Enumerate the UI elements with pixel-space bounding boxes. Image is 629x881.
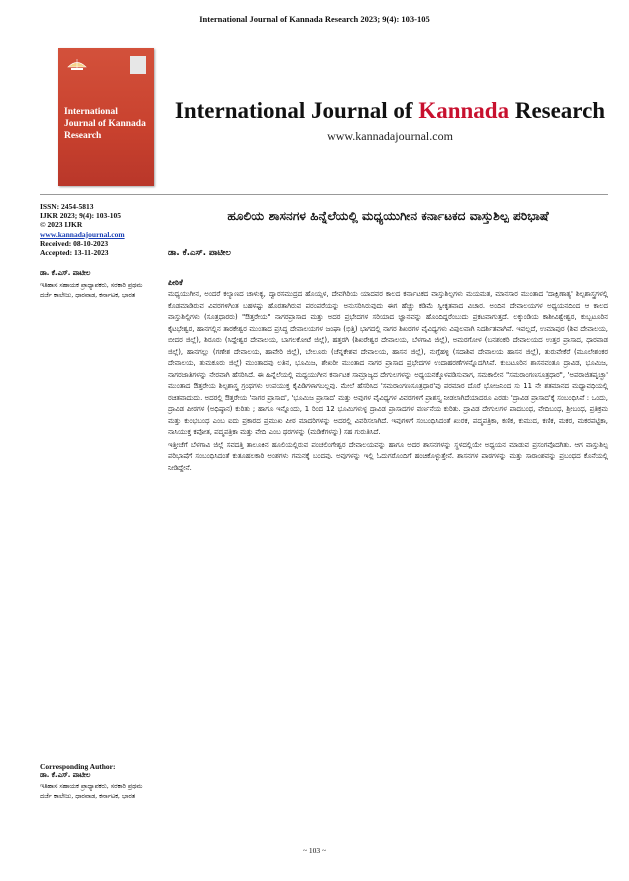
citation: IJKR 2023; 9(4): 103-105 (40, 211, 122, 221)
journal-title-prefix: International Journal of (174, 98, 419, 123)
issn: ISSN: 2454-5813 (40, 202, 94, 211)
paragraph-1: ಮಧ್ಯಯುಗೀನ, ಅಂದರೆ ಕಲ್ಯಾಣದ ಚಾಳುಕ್ಯ, ದ್ವಾರಸಮುದ್ರದ ಹೊಯ್ಸಳ, ದೇವಗಿರಿಯ ಯಾದವರ ಕಾಲದ ಕರ್ನಾಟಕದ ವಾಸ್ತುಶಿಲ್ಪಗಳು ಮಯಮತ, ಮಾನಸಾರ ಮುಂತಾದ 'ದಾಕ್ಷಿಣಾತ್ಯ' ಶಿಲ್ಪಶಾಸ್ತ್ರಗಳಲ್ಲಿ ಕೊಡಮಾಡಿರುವ ವಿವರಗಳಿಗಿಂತ ಬಹಳಷ್ಟು ಹೊರತಾಗಿರುವ ಪರಂಪರೆಯನ್ನು ಅನುಸರಿಸಿರುವುದು ಈಗ ಹೆಚ್ಚು ಕಡಿಮೆ ಸ್ವೀಕೃತವಾದ ವಿಚಾರ. ಅಂದಿನ ದೇವಾಲಯಗಳ ಅಧ್ಯಯನದಿಂದ ಆ ಕಾಲದ ವಾಸ್ತುಶಿಲ್ಪಿಗಳು (ಸೂತ್ರಧಾರರು) "ಔತ್ತರೇಯ" ನಾಗರಪ್ರಾಸಾದ ಮತ್ತು ಅದರ ಪ್ರಭೇದಗಳ ಸರಿಯಾದ ಜ್ಞಾನವನ್ನು ಹೊಂದಿದ್ದರೆಂಬುದು ಪ್ರಕಟವಾಗುತ್ತದೆ. ಲಕ್ಕುಂಡಿಯ ಕಾಶೀವಿಶ್ವೇಶ್ವರ, ಕುಬ್ಬಟೂರಿನ ಕೈಟಭೇಶ್ವರ, ಹಾನಗಲ್ಲಿನ ತಾರಕೇಶ್ವರ ಮುಂತಾದ ಪ್ರಸಿದ್ಧ ದೇವಾಲಯಗಳ ಜಂಘಾ (ಭಿತ್ತಿ) ಭಾಗದಲ್ಲಿ ನಾಗರ ಶಿಖರಗಳ ವೈವಿಧ್ಯಗಳು ವಿಪುಲವಾಗಿ ನಿದರ್ಶಿತವಾಗಿವೆ. ಇವಲ್ಲದೆ, ಉಮಾಪುರ (ಶಿವ ದೇವಾಲಯ, ಬೀದರ ಜಿಲ್ಲೆ), ಶಿರೂರು (ಸಿದ್ದೇಶ್ವರ ದೇವಾಲಯ, ಬಾಗಲಕೋಟೆ ಜಿಲ್ಲೆ), ಹತ್ತರಗಿ (ಶಿಖರೇಶ್ವರ ದೇವಾಲಯ, ಬೆಳಗಾವಿ ಜಿಲ್ಲೆ), ಅಮರಗೋಳ (ಬನಶಂಕರಿ ದೇವಾಲಯದ ಉತ್ತರ ಪ್ರಾಸಾದ, ಧಾರವಾಡ ಜಿಲ್ಲೆ), ಹಾನಗಲ್ಲು (ಗಣೇಶ ದೇವಾಲಯ, ಹಾವೇರಿ ಜಿಲ್ಲೆ), ಬೇಲೂರು (ಚೆನ್ನಕೇಶವ ದೇವಾಲಯ, ಹಾಸನ ಜಿಲ್ಲೆ), ನುಗ್ಗೆಹಳ್ಳಿ (ಸದಾಶಿವ ದೇವಾಲಯ ಹಾಸನ ಜಿಲ್ಲೆ), ತುರುವೇಕೆರೆ (ಮೂಲೇಶಂಕರ ದೇವಾಲಯ, ತುಮಕೂರು ಜಿಲ್ಲೆ) ಮುಂತಾದವು ಲತಿನ, ಭೂಮಿಜ, ಶೇಖರೀ ಮುಂತಾದ ನಾಗರ ಪ್ರಾಸಾದ ಪ್ರಭೇದಗಳ ಉದಾಹರಣೆಗಳನ್ನೊದಗಿಸಿವೆ. ಕುಬಟೂರಿನ ಶಾಸನವಂತೂ ದ್ರಾವಿಡ, ಭೂಮಿಜ, ನಾಗರಜಾತಿಗಳನ್ನು ನೇರವಾಗಿ ಹೆಸರಿಸಿದೆ. ಈ ಹಿನ್ನೆಲೆಯಲ್ಲಿ ಮಧ್ಯಯುಗೀನ ಕರ್ನಾಟಕ ಸಾಮ್ರಾಜ್ಯದ ದೇಗುಲಗಳನ್ನು ಅಧ್ಯಯನಕ್ಕೊಳಪಡಿಸುವಾಗ, ಸಮಕಾಲೀನ "ಸಮರಾಂಗಣಸೂತ್ರಧಾರ", 'ಅಪರಾಜಿತಪೃಚ್ಛಾ' ಮುಂತಾದ ಔತ್ತರೇಯ ಶಿಲ್ಪಶಾಸ್ತ್ರ ಗ್ರಂಥಗಳು ಉಪಯುಕ್ತ ಕೈಪಿಡಿಗಳಾಗಬಲ್ಲವು. ಮೇಲೆ ಹೆಸರಿಸಿದ 'ಸಮರಾಂಗಣಸೂತ್ರಧಾರ'ವು ಪರಮಾರ ದೊರೆ ಭೋಜನಿಂದ ಸು 11 ನೇ ಶತಮಾನದ ಮಧ್ಯಾವಧಿಯಲ್ಲಿ ರಚಿತವಾದುದು. ಅದರಲ್ಲಿ ಔತ್ತರೇಯ 'ನಾಗರ ಪ್ರಾಸಾದ', 'ಭೂಮಿಜ ಪ್ರಾಸಾದ' ಮತ್ತು ಅವುಗಳ ವೈವಿಧ್ಯಗಳ ವಿವರಗಳಿಗೆ ಪ್ರಾಶಸ್ತ್ಯ ನೀಡಲಾಗಿದೆಯಾದರೂ ಎರಡು 'ದ್ರಾವಿಡ ಪ್ರಾಸಾದ'ಕ್ಕೆ ಸಂಬಂಧಿಸಿವೆ : ಒಂದು, ದ್ರಾವಿಡ ಪೀಠಗಳ (ಅಧಿಷ್ಠಾನ) ಕುರಿತು ; ಹಾಗೂ ಇನ್ನೊಂದು, 1 ರಿಂದ 12 ಭೂಮಿಗಳುಳ್ಳ ದ್ರಾವಿಡ ಪ್ರಾಸಾದಗಳ ವರ್ಣನೆಯ ಕುರಿತು. ದ್ರಾವಿಡ ದೇಗುಲಗಳ ಪಾದಬಂಧ, ವೇದಿಬಂಧ, ಶ್ರೀಬಂಧ, ಪ್ರತಿಕ್ರಮ ಮತ್ತು ಕುಂಭಬಂಧ ಎಂಬ ಐದು ಪ್ರಕಾರದ ಪ್ರಮುಖ ಪೀಠ ಮಾದರಿಗಳನ್ನು ಅದರಲ್ಲಿ ವಿವರಿಸಲಾಗಿದೆ. ಇವುಗಳಿಗೆ ಸಂಬಂಧಿಸಿದಂತೆ ಖುರಕ, ಪದ್ಮಪತ್ರಿಕಾ, ಕಣಿಕ, ಕುಮುದ, ಕಣಿಕ, ಮಕರ, ಮಕರಪಟ್ಟಿಕಾ, ನಾಸಿಯುಕ್ತ ಕಪೋತ, ಪದ್ಮಪತ್ರಿಕಾ ಮತ್ತು ವೇದಿ ಎಂಬ ಥರಗಳನ್ನು (ಮಡಿಕೆಗಳನ್ನು) ಸಹ ಗುರುತಿಸಿದೆ. (168, 290, 608, 436)
sidebar-affiliation: ಇತಿಹಾಸ ಸಹಾಯಕ ಪ್ರಾಧ್ಯಾಪಕರು, ಸರಕಾರಿ ಪ್ರಥಮ ದರ್ಜೆ ಕಾಲೇಜು, ಧಾರವಾಡ, ಕರ್ನಾಟಕ, ಭಾರತ (40, 282, 143, 300)
section-heading: ಪೀಠಿಕೆ (168, 278, 183, 287)
sidebar-author: ಡಾ. ಕೆ.ಎಸ್. ಪಾಟೀಲ (40, 269, 91, 278)
copyright: © 2023 IJKR (40, 220, 83, 230)
journal-cover (58, 48, 154, 186)
journal-url: www.kannadajournal.com (327, 129, 453, 143)
article-author: ಡಾ. ಕೆ.ಎಸ್. ಪಾಟೀಲ (168, 248, 231, 258)
lamp-emblem-icon (66, 58, 88, 72)
running-head: International Journal of Kannada Research 2023; 9(4): 103-105 (199, 14, 430, 24)
accepted-date: Accepted: 13-11-2023 (40, 248, 109, 258)
received-date: Received: 08-10-2023 (40, 238, 109, 248)
article-title: ಹೂಲಿಯ ಶಾಸನಗಳ ಹಿನ್ನೆಲೆಯಲ್ಲಿ ಮಧ್ಯಯುಗೀನ ಕರ್ನಾಟಕದ ವಾಸ್ತುಶಿಲ್ಪ ಪರಿಭಾಷೆ (227, 209, 549, 223)
corresponding-author (40, 762, 152, 802)
corresponding-name: ಡಾ. ಕೆ.ಎಸ್. ಪಾಟೀಲ (40, 771, 91, 780)
article-info-sidebar (40, 202, 152, 301)
corresponding-heading: Corresponding Author: (40, 762, 116, 771)
paragraph-2: ಇತ್ತೀಚೆಗೆ ಬೆಳಗಾವಿ ಜಿಲ್ಲೆ ಸವದತ್ತಿ ತಾಲೂಕಿನ ಹೂಲಿಯಲ್ಲಿರುವ ಪಂಚಲಿಂಗೇಶ್ವರ ದೇವಾಲಯವನ್ನು ಹಾಗೂ ಅದರ ಶಾಸನಗಳನ್ನು ಸ್ಥಳದಲ್ಲಿಯೇ ಅಧ್ಯಯನ ಮಾಡುವ ಪ್ರಸಂಗವೊದಗಿತು. ಆಗ ವಾಸ್ತುಶಿಲ್ಪ ಪರಿಭಾಷೆಗೆ ಸಂಬಂಧಿಸಿದಂತೆ ಕುತೂಹಲಕಾರಿ ಅಂಶಗಳು ಗಮನಕ್ಕೆ ಬಂದವು. ಅವುಗಳನ್ನು ಇಲ್ಲಿ ಓದುಗರೊಂದಿಗೆ ಹಂಚಿಕೊಳ್ಳುತ್ತೇನೆ. ಶಾಸನಗಳ ಪಾಠಗಳನ್ನು ಮತ್ತು ಸಾರಾಂಶವನ್ನು ಪ್ರಬಂಧದ ಕೊನೆಯಲ್ಲಿ ನೀಡಿದ್ದೇನೆ. (168, 440, 608, 472)
journal-title (172, 98, 608, 124)
article-main (168, 206, 608, 474)
journal-title-suffix: Research (509, 98, 606, 123)
website-link[interactable]: www.kannadajournal.com (40, 229, 125, 239)
journal-banner (40, 34, 608, 195)
cover-volume-box (130, 56, 146, 74)
journal-title-accent: Kannada (418, 98, 510, 123)
cover-title: International Journal of Kannada Research (64, 107, 146, 141)
corresponding-affiliation: ಇತಿಹಾಸ ಸಹಾಯಕ ಪ್ರಾಧ್ಯಾಪಕರು, ಸರಕಾರಿ ಪ್ರಥಮ ದರ್ಜೆ ಕಾಲೇಜು, ಧಾರವಾಡ, ಕರ್ನಾಟಕ, ಭಾರತ (40, 783, 143, 801)
page-number: ~ 103 ~ (302, 846, 327, 855)
